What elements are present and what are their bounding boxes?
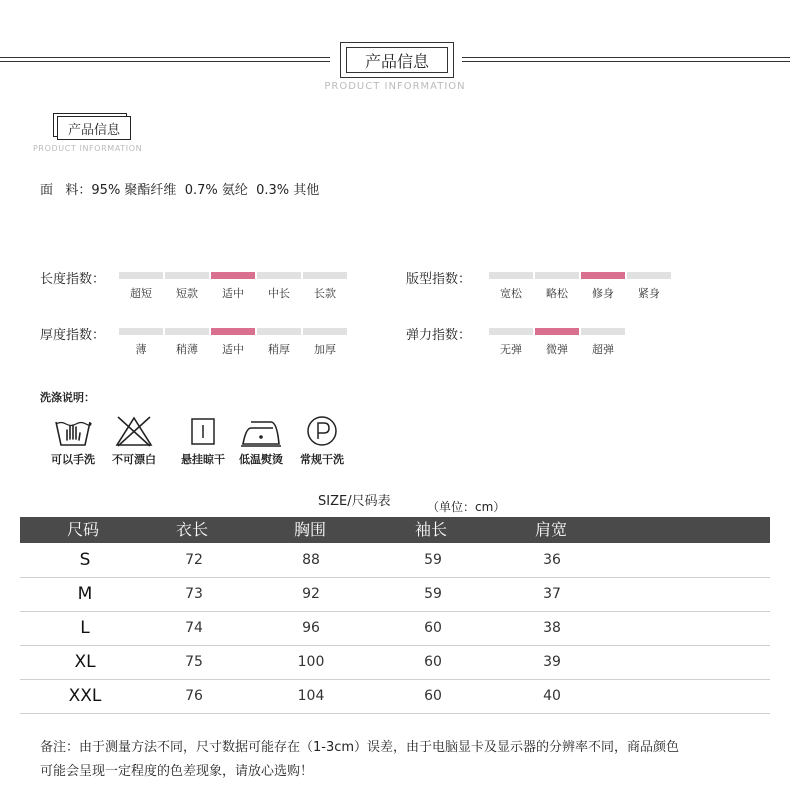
table-row	[20, 679, 770, 714]
fit-index-segment	[581, 272, 625, 279]
section-subtitle: PRODUCT INFORMATION	[33, 144, 143, 153]
wash-item-hand-wash	[41, 414, 105, 467]
fit-index-label: 版型指数：	[406, 272, 472, 287]
table-cell: 100	[297, 654, 325, 670]
thickness-index-label: 厚度指数：	[40, 328, 106, 343]
table-cell: 92	[302, 586, 320, 602]
size-table-header	[20, 517, 770, 543]
header-rule-right-2	[462, 61, 790, 62]
table-cell: 60	[424, 688, 442, 704]
fit-index-option: 修身	[592, 287, 614, 300]
thickness-index-option: 稍薄	[176, 343, 198, 356]
hand-wash-icon	[53, 414, 93, 448]
table-cell: 96	[302, 620, 320, 636]
length-index-option: 长款	[314, 287, 336, 300]
wash-item-hang-dry	[171, 414, 235, 467]
note-line-1: 备注：由于测量方法不同，尺寸数据可能存在（1-3cm）误差，由于电脑显卡及显示器的分辨率不同，商品颜色	[40, 740, 680, 755]
size-label: M	[77, 584, 93, 604]
length-index-option: 适中	[222, 287, 244, 300]
table-cell: 75	[185, 654, 203, 670]
thickness-index-option: 加厚	[314, 343, 336, 356]
length-index-label: 长度指数：	[40, 272, 106, 287]
page-subtitle: PRODUCT INFORMATION	[324, 81, 466, 92]
thickness-index-segment	[257, 328, 301, 335]
size-label: XL	[74, 652, 96, 672]
table-cell: 40	[543, 688, 561, 704]
thickness-index-bar	[119, 328, 347, 335]
wash-item-no-bleach	[102, 414, 166, 467]
table-cell: 72	[185, 552, 203, 568]
fit-index-option: 略松	[546, 287, 568, 300]
length-index-option: 短款	[176, 287, 198, 300]
elasticity-index-bar	[489, 328, 625, 335]
table-cell: 36	[543, 552, 561, 568]
fit-index-segment	[489, 272, 533, 279]
length-index-segment	[303, 272, 347, 279]
no-bleach-icon	[114, 414, 154, 448]
table-cell: 60	[424, 654, 442, 670]
fabric-composition: 面 料：95% 聚酯纤维 0.7% 氨纶 0.3% 其他	[40, 183, 320, 198]
wash-item-dry-clean	[290, 414, 354, 467]
length-index-option: 中长	[268, 287, 290, 300]
table-cell: 39	[543, 654, 561, 670]
table-cell: 60	[424, 620, 442, 636]
wash-item-low-iron	[229, 414, 293, 467]
elasticity-index-option: 无弹	[500, 343, 522, 356]
fit-index-bar	[489, 272, 671, 279]
elasticity-index-segment	[581, 328, 625, 335]
size-table-unit: （单位：cm）	[427, 500, 506, 514]
size-label: L	[80, 618, 90, 638]
fit-index-option: 紧身	[638, 287, 660, 300]
thickness-index-option: 薄	[135, 343, 147, 356]
length-index-segment	[165, 272, 209, 279]
table-cell: 38	[543, 620, 561, 636]
table-row	[20, 611, 770, 646]
header-chest: 胸围	[294, 520, 327, 539]
header-rule-left-2	[0, 61, 330, 62]
table-cell: 76	[185, 688, 203, 704]
elasticity-index-label: 弹力指数：	[406, 328, 472, 343]
elasticity-index-segment	[489, 328, 533, 335]
elasticity-index-segment	[535, 328, 579, 335]
header-rule-left	[0, 57, 330, 58]
elasticity-index-option: 超弹	[592, 343, 614, 356]
dry-clean-icon	[302, 414, 342, 448]
header-shoulder: 肩宽	[535, 520, 568, 539]
thickness-index-segment	[165, 328, 209, 335]
wash-label: 不可漂白	[112, 453, 156, 466]
table-cell: 73	[185, 586, 203, 602]
note-line-2: 可能会呈现一定程度的色差现象，请放心选购！	[40, 764, 314, 779]
page-title: 产品信息	[346, 47, 448, 73]
length-index-segment	[211, 272, 255, 279]
table-cell: 88	[302, 552, 320, 568]
wash-label: 可以手洗	[51, 453, 95, 466]
table-row	[20, 543, 770, 578]
length-index-option: 超短	[130, 287, 152, 300]
length-index-segment	[257, 272, 301, 279]
fit-index-segment	[535, 272, 579, 279]
table-cell: 59	[424, 586, 442, 602]
thickness-index-option: 稍厚	[268, 343, 290, 356]
elasticity-index-option: 微弹	[546, 343, 568, 356]
table-cell: 37	[543, 586, 561, 602]
table-cell: 74	[185, 620, 203, 636]
header-size: 尺码	[67, 520, 100, 539]
thickness-index-option: 适中	[222, 343, 244, 356]
header-sleeve: 袖长	[415, 520, 448, 539]
size-table-title: SIZE/尺码表	[318, 494, 391, 509]
fit-index-option: 宽松	[500, 287, 522, 300]
length-index-options	[119, 285, 347, 301]
size-label: S	[79, 550, 91, 570]
thickness-index-segment	[211, 328, 255, 335]
hang-dry-icon	[183, 414, 223, 448]
table-cell: 104	[297, 688, 325, 704]
elasticity-index-options	[489, 341, 625, 357]
table-row	[20, 577, 770, 612]
header-rule-right	[462, 57, 790, 58]
fit-index-options	[489, 285, 671, 301]
wash-title: 洗涤说明：	[40, 391, 95, 404]
thickness-index-segment	[119, 328, 163, 335]
fit-index-segment	[627, 272, 671, 279]
wash-label: 常规干洗	[300, 453, 344, 466]
thickness-index-options	[119, 341, 347, 357]
size-label: XXL	[68, 686, 102, 706]
length-index-bar	[119, 272, 347, 279]
wash-label: 低温熨烫	[239, 453, 283, 466]
table-cell: 59	[424, 552, 442, 568]
low-iron-icon	[237, 414, 285, 448]
section-title: 产品信息	[57, 116, 131, 140]
length-index-segment	[119, 272, 163, 279]
wash-label: 悬挂晾干	[181, 453, 225, 466]
header-length: 衣长	[176, 520, 209, 539]
thickness-index-segment	[303, 328, 347, 335]
table-row	[20, 645, 770, 680]
